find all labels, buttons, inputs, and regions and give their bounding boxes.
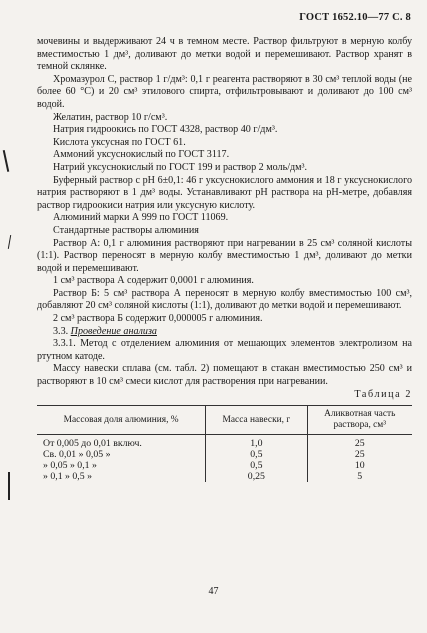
paragraph: мочевины и выдерживают 24 ч в темном месте. Раствор фильтруют в мерную колбу вместимостью 1 дм³, доливают до метки водой и перемешивают. Раствор хранят в темной склянке. (37, 36, 412, 73)
paragraph: Желатин, раствор 10 г/см³. (53, 111, 168, 123)
margin-mark (3, 150, 9, 172)
table-cell: 25 (307, 435, 412, 450)
table-cell: 10 (307, 460, 412, 471)
paragraph: Раствор А: 0,1 г алюминия растворяют при нагревании в 25 см³ соляной кислоты (1:1). Раствор переносят в мерную колбу вместимостью 1 дм³, доливают до метки водой и перемешивают. (37, 237, 412, 274)
paragraph: Алюминий марки А 999 по ГОСТ 11069. (53, 212, 229, 224)
paragraph: Массу навески сплава (см. табл. 2) помещают в стакан вместимостью 250 см³ и растворяют в 10 см³ смеси кислот для растворения при нагревании. (37, 363, 412, 388)
paragraph: Натрия гидроокись по ГОСТ 4328, раствор 40 г/дм³. (53, 124, 278, 136)
section-number: 3.3. (53, 325, 69, 337)
paragraph: Стандартные растворы алюминия (53, 224, 199, 236)
table-cell: 25 (307, 449, 412, 460)
paragraph: Буферный раствор с рН 6±0,1: 46 г уксуснокислого аммония и 18 г уксуснокислого натрия растворяют в 1 дм³ воды. Устанавливают рН раствора на рН-метре, добавляя раствор гидроокиси натрия или уксусную кислоту. (37, 174, 412, 211)
table-title: Таблица 2 (354, 388, 412, 400)
table-row (37, 460, 412, 471)
table-cell: Св. 0,01 » 0,05 » (43, 449, 111, 461)
paragraph: 1 см³ раствора А содержит 0,0001 г алюминия. (53, 275, 254, 287)
data-table (37, 405, 412, 482)
table-cell: 5 (307, 471, 412, 482)
table-cell: От 0,005 до 0,01 включ. (43, 438, 142, 450)
page-number: 47 (208, 586, 219, 597)
table-cell: 0,5 (206, 460, 307, 471)
margin-mark (8, 472, 10, 500)
paragraph: Натрий уксуснокислый по ГОСТ 199 и раствор 2 моль/дм³. (53, 161, 308, 173)
paragraph: Раствор Б: 5 см³ раствора А переносят в мерную колбу вместимостью 100 см³, добавляют 20 см³ соляной кислоты (1:1), доливают до метки водой и перемешивают. (37, 287, 412, 312)
table-cell: » 0,05 » 0,1 » (43, 460, 97, 472)
paragraph: Аммоний уксуснокислый по ГОСТ 3117. (53, 149, 230, 161)
column-header: Массовая доля алюминия, % (37, 406, 206, 435)
table-cell: 0,25 (206, 471, 307, 482)
table-cell: 1,0 (206, 435, 307, 450)
table-header-row (37, 406, 412, 435)
table-row (37, 435, 412, 450)
section-title: Проведение анализа (70, 325, 157, 337)
document-body (37, 36, 412, 482)
table-cell: » 0,1 » 0,5 » (43, 471, 92, 483)
margin-mark (8, 235, 12, 249)
section-heading (37, 326, 412, 339)
column-header: Аликвотная часть раствора, см³ (307, 406, 412, 435)
table-row (37, 471, 412, 482)
paragraph: Хромазурол С, раствор 1 г/дм³: 0,1 г реагента растворяют в 30 см³ теплой воды (не более 60 °С) и 20 см³ этилового спирта, отфильтровывают и доливают до 100 см³ водой. (37, 73, 412, 110)
paragraph: 3.3.1. Метод с отделением алюминия от мешающих элементов электролизом на ртутном катоде. (37, 338, 412, 362)
column-header: Масса навески, г (206, 406, 307, 435)
page-header: ГОСТ 1652.10—77 С. 8 (299, 12, 411, 23)
paragraph: 2 см³ раствора Б содержит 0,000005 г алюминия. (53, 313, 263, 325)
table-cell: 0,5 (206, 449, 307, 460)
table-row (37, 449, 412, 460)
paragraph: Кислота уксусная по ГОСТ 61. (53, 136, 186, 148)
